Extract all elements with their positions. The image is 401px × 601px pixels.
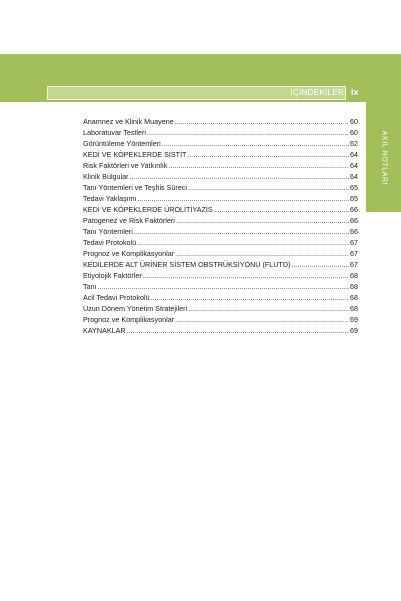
toc-entry[interactable] [83, 149, 358, 160]
toc-entry[interactable] [83, 204, 358, 215]
toc-leader-dots [176, 215, 349, 226]
table-of-contents [83, 116, 358, 336]
toc-entry[interactable] [83, 138, 358, 149]
toc-entry-page: 68 [350, 282, 358, 291]
toc-entry-page: 65 [350, 194, 358, 203]
toc-leader-dots [134, 226, 349, 237]
toc-leader-dots [127, 325, 349, 336]
toc-entry[interactable] [83, 215, 358, 226]
toc-leader-dots [175, 314, 349, 325]
toc-leader-dots [162, 138, 349, 149]
toc-entry[interactable] [83, 127, 358, 138]
toc-entry-title: Tedavi Protokolü [83, 238, 137, 247]
toc-entry-page: 62 [350, 139, 358, 148]
toc-entry-title: Tanı [83, 282, 97, 291]
toc-entry-title: KEDİLERDE ALT ÜRİNER SİSTEM OBSTRÜKSİYONU (FLUTD) [83, 260, 291, 269]
toc-entry-title: KAYNAKLAR [83, 326, 126, 335]
toc-entry[interactable] [83, 116, 358, 127]
toc-entry-page: 66 [350, 227, 358, 236]
toc-leader-dots [168, 160, 349, 171]
toc-entry-page: 64 [350, 150, 358, 159]
toc-entry[interactable] [83, 292, 358, 303]
toc-leader-dots [175, 248, 349, 259]
toc-leader-dots [187, 149, 349, 160]
toc-entry[interactable] [83, 171, 358, 182]
toc-entry[interactable] [83, 237, 358, 248]
toc-entry-title: Tanı Yöntemleri [83, 227, 133, 236]
toc-leader-dots [143, 270, 349, 281]
toc-entry[interactable] [83, 248, 358, 259]
toc-entry-title: Prognoz ve Komplikasyonlar [83, 315, 175, 324]
toc-entry[interactable] [83, 281, 358, 292]
toc-entry-page: 66 [350, 216, 358, 225]
toc-entry-page: 66 [350, 205, 358, 214]
toc-entry[interactable] [83, 270, 358, 281]
toc-entry-title: Patogenez ve Risk Faktörleri [83, 216, 175, 225]
toc-entry[interactable] [83, 193, 358, 204]
toc-entry-page: 60 [350, 128, 358, 137]
toc-entry-title: Acil Tedavi Protokolü [83, 293, 150, 302]
toc-entry-page: 67 [350, 260, 358, 269]
toc-leader-dots [137, 237, 349, 248]
toc-entry-page: 68 [350, 271, 358, 280]
toc-entry[interactable] [83, 325, 358, 336]
toc-entry-title: Etiyolojik Faktörler [83, 271, 142, 280]
toc-entry-title: KEDİ VE KÖPEKLERDE SİSTİT [83, 150, 187, 159]
toc-entry[interactable] [83, 226, 358, 237]
header-title: İÇİNDEKİLER [290, 88, 344, 97]
toc-leader-dots [147, 127, 349, 138]
toc-entry-page: 64 [350, 161, 358, 170]
toc-entry-page: 67 [350, 238, 358, 247]
toc-leader-dots [291, 259, 349, 270]
toc-leader-dots [188, 303, 349, 314]
toc-leader-dots [130, 171, 349, 182]
toc-entry-page: 65 [350, 183, 358, 192]
toc-leader-dots [138, 193, 349, 204]
toc-leader-dots [151, 292, 349, 303]
toc-entry-page: 69 [350, 326, 358, 335]
toc-entry-page: 69 [350, 315, 358, 324]
toc-entry[interactable] [83, 182, 358, 193]
toc-entry-page: 60 [350, 117, 358, 126]
side-tab-label: AKIL NOTLARI [380, 130, 388, 186]
toc-entry-page: 67 [350, 249, 358, 258]
toc-entry-title: Laboratuvar Testleri [83, 128, 146, 137]
toc-entry-title: Tanı Yöntemleri ve Teşhis Süreci [83, 183, 188, 192]
toc-entry-page: 64 [350, 172, 358, 181]
toc-entry-title: Risk Faktörleri ve Yatkınlık [83, 161, 168, 170]
toc-entry[interactable] [83, 314, 358, 325]
toc-entry[interactable] [83, 303, 358, 314]
toc-entry-title: Prognoz ve Komplikasyonlar [83, 249, 175, 258]
toc-entry-page: 68 [350, 293, 358, 302]
toc-leader-dots [98, 281, 349, 292]
toc-entry-title: Tedavi Yaklaşımı [83, 194, 137, 203]
page-number: ix [351, 87, 359, 97]
toc-entry-title: Görüntüleme Yöntemleri [83, 139, 161, 148]
toc-entry[interactable] [83, 259, 358, 270]
toc-entry-title: Klinik Bulgular [83, 172, 129, 181]
toc-entry[interactable] [83, 160, 358, 171]
toc-entry-title: Anamnez ve Klinik Muayene [83, 117, 174, 126]
toc-leader-dots [188, 182, 349, 193]
toc-leader-dots [175, 116, 349, 127]
toc-leader-dots [214, 204, 349, 215]
toc-entry-page: 68 [350, 304, 358, 313]
toc-entry-title: Uzun Dönem Yönetim Stratejileri [83, 304, 188, 313]
toc-entry-title: KEDİ VE KÖPEKLERDE ÜROLİTİYAZİS [83, 205, 213, 214]
